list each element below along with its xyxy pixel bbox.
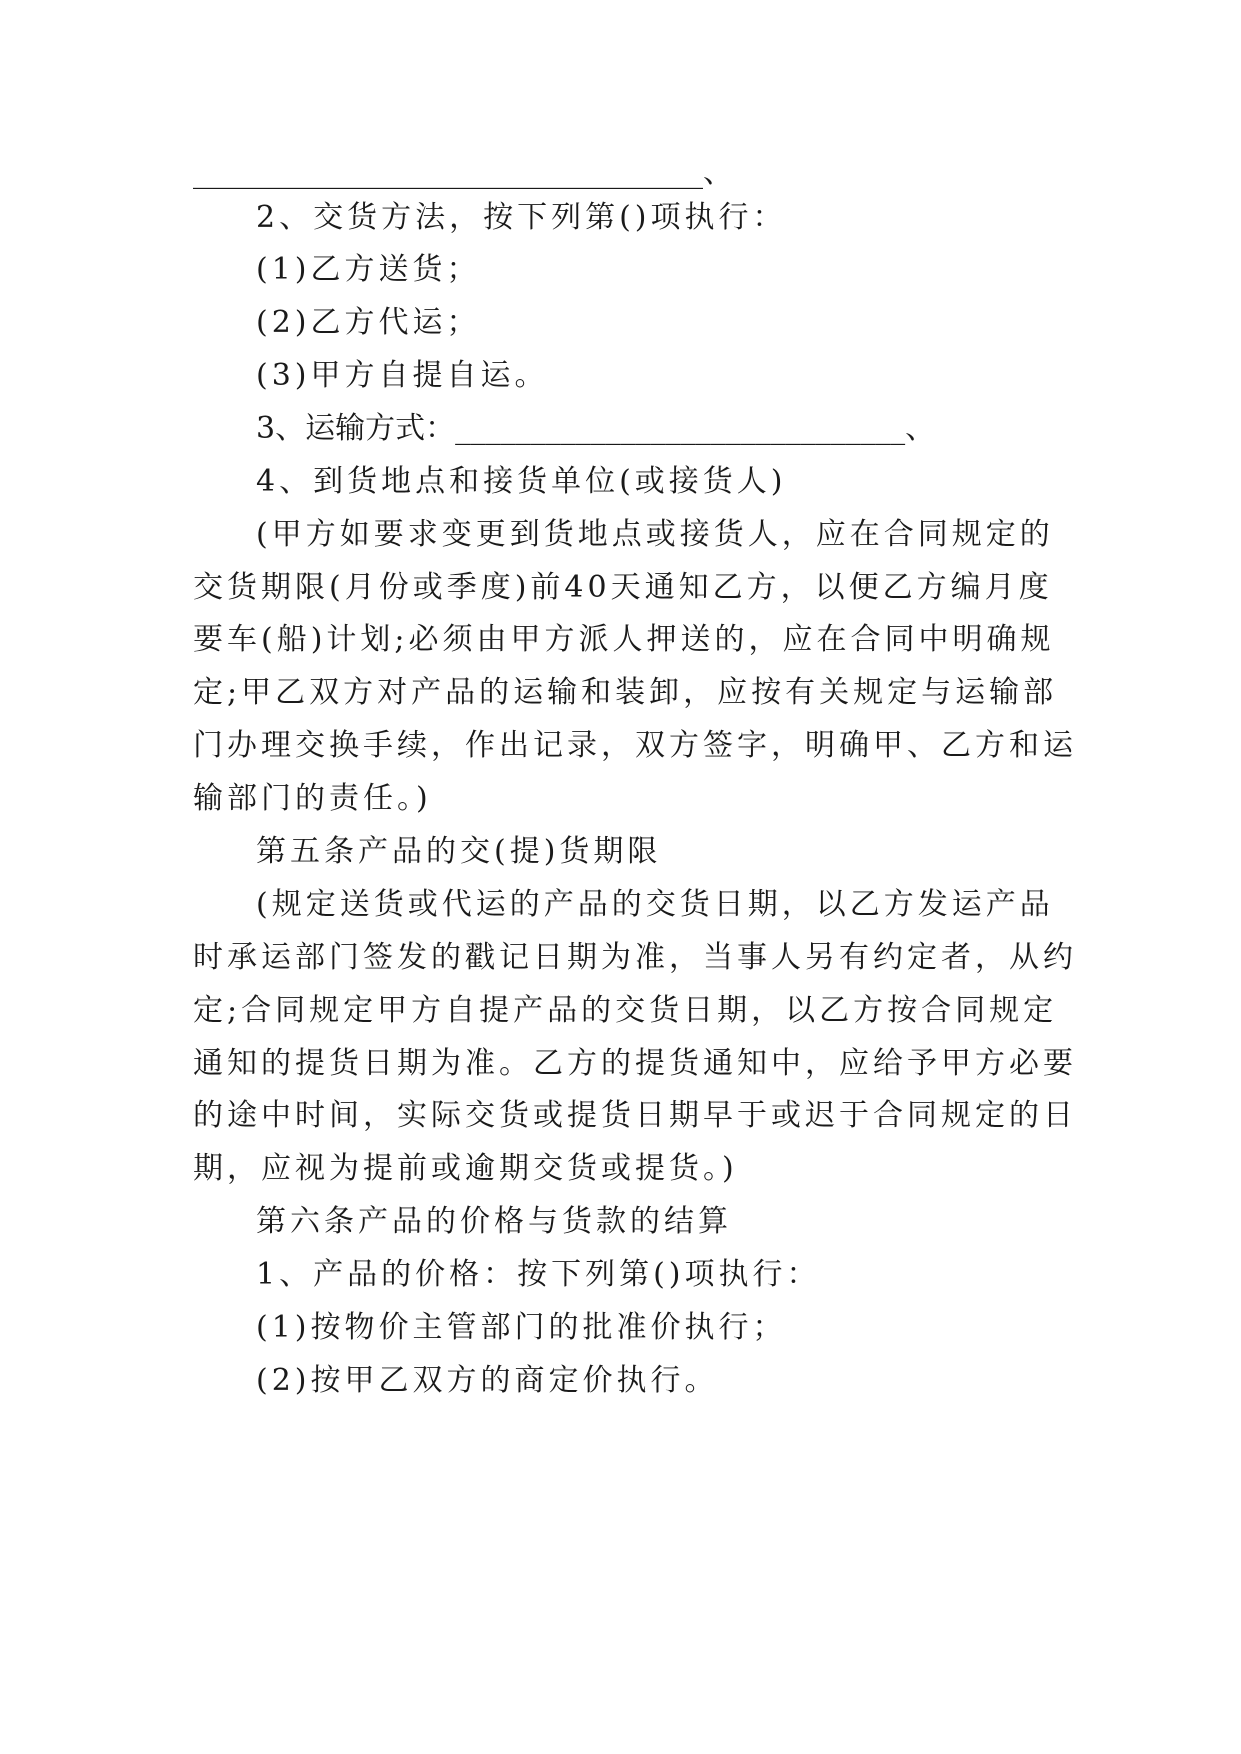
paragraph-line: 输部门的责任。): [193, 781, 432, 816]
paragraph-line: 交货期限(月份或季度)前40天通知乙方，以便乙方编月度: [193, 570, 1053, 605]
option-1: (1)乙方送货；: [256, 252, 481, 287]
article-5-heading: 第五条产品的交(提)货期限: [256, 834, 662, 869]
paragraph-line: (甲方如要求变更到货地点或接货人，应在合同规定的: [256, 517, 1054, 552]
paragraph-line: 的途中时间，实际交货或提货日期早于或迟于合同规定的日: [193, 1098, 1077, 1133]
paragraph-line: 要车(船)计划;必须由甲方派人押送的，应在合同中明确规: [193, 622, 1055, 657]
price-option-2: (2)按甲乙双方的商定价执行。: [256, 1363, 719, 1398]
paragraph-line: 定;合同规定甲方自提产品的交货日期，以乙方按合同规定: [193, 993, 1058, 1028]
paragraph-line: 定;甲乙双方对产品的运输和装卸，应按有关规定与运输部: [193, 675, 1058, 710]
paragraph-line: (规定送货或代运的产品的交货日期，以乙方发运产品: [256, 887, 1054, 922]
price-option-1: (1)按物价主管部门的批准价执行；: [256, 1310, 787, 1345]
option-2: (2)乙方代运；: [256, 305, 481, 340]
transport-method: 3、运输方式：______________________________、: [256, 411, 936, 446]
delivery-method-heading: 2、交货方法，按下列第()项执行：: [256, 200, 787, 235]
paragraph-line: 门办理交换手续，作出记录，双方签字，明确甲、乙方和运: [193, 728, 1077, 763]
price-heading: 1、产品的价格：按下列第()项执行：: [256, 1257, 821, 1292]
paragraph-line: 时承运部门签发的戳记日期为准，当事人另有约定者，从约: [193, 940, 1077, 975]
delivery-location-heading: 4、到货地点和接货单位(或接货人): [256, 464, 787, 499]
option-3: (3)甲方自提自运。: [256, 358, 549, 393]
article-6-heading: 第六条产品的价格与货款的结算: [256, 1204, 732, 1239]
paragraph-line: 期，应视为提前或逾期交货或提货。): [193, 1151, 738, 1186]
blank-line: __________________________________、: [193, 155, 733, 190]
paragraph-line: 通知的提货日期为准。乙方的提货通知中，应给予甲方必要: [193, 1046, 1077, 1081]
